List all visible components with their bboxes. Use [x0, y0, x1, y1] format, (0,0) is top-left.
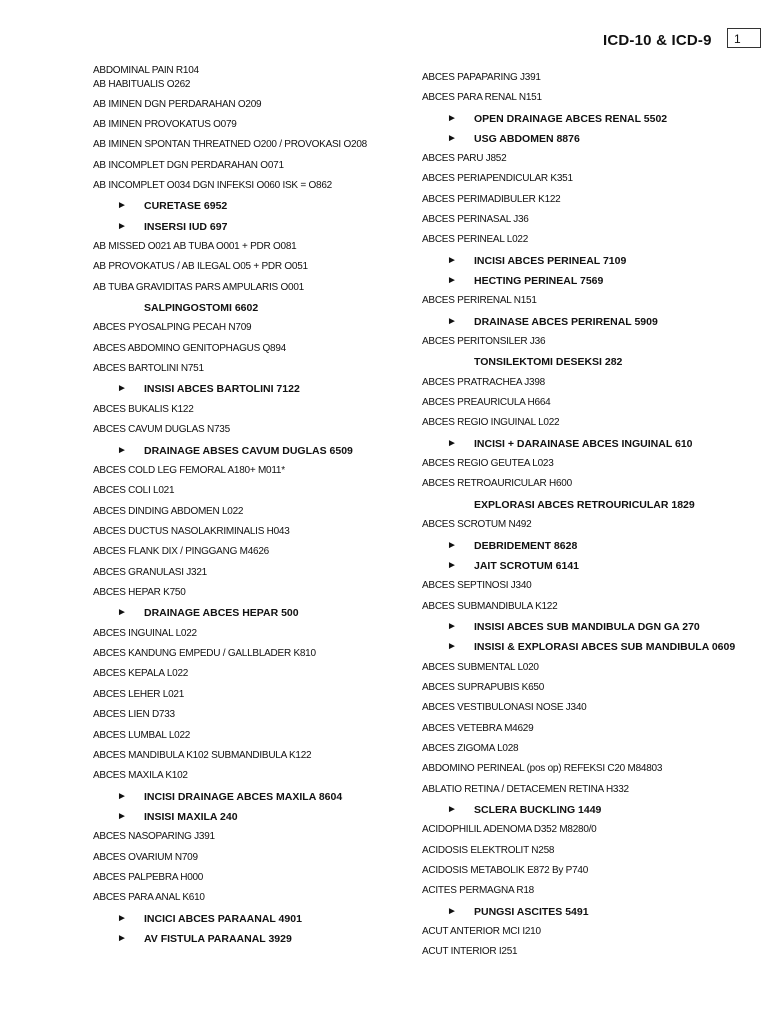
page-number-box: 1: [727, 28, 761, 48]
diagnosis-entry: ABCES PERIAPENDICULAR K351: [422, 173, 573, 184]
diagnosis-entry: ABCES KEPALA L022: [93, 668, 189, 679]
arrow-bullet-icon: ►: [117, 383, 127, 394]
procedure-entry: [447, 316, 658, 328]
document-title: ICD-10 & ICD-9: [603, 32, 712, 49]
arrow-bullet-icon: ►: [117, 811, 127, 822]
procedure-label: CURETASE 6952: [144, 200, 228, 212]
diagnosis-entry: ABDOMINAL PAIN R104: [93, 65, 199, 76]
procedure-label: OPEN DRAINAGE ABCES RENAL 5502: [474, 113, 668, 125]
diagnosis-entry: ABCES MANDIBULA K102 SUBMANDIBULA K122: [93, 750, 312, 761]
diagnosis-entry: ACIDOSIS ELEKTROLIT N258: [422, 845, 555, 856]
arrow-bullet-icon: ►: [447, 641, 457, 652]
procedure-label: AV FISTULA PARAANAL 3929: [144, 933, 292, 945]
procedure-entry: [447, 560, 580, 572]
diagnosis-entry: ABCES REGIO INGUINAL L022: [422, 417, 560, 428]
diagnosis-entry: ABCES PALPEBRA H000: [93, 872, 204, 883]
diagnosis-entry: ABCES PERIRENAL N151: [422, 295, 537, 306]
arrow-bullet-icon: ►: [117, 791, 127, 802]
diagnosis-entry: ABCES COLD LEG FEMORAL A180+ M011*: [93, 465, 285, 476]
diagnosis-entry: ABCES BARTOLINI N751: [93, 363, 204, 374]
procedure-entry: [117, 200, 228, 212]
diagnosis-entry: AB PROVOKATUS / AB ILEGAL O05 + PDR O051: [93, 261, 308, 272]
arrow-bullet-icon: ►: [447, 255, 457, 266]
diagnosis-entry: ACUT ANTERIOR MCI I210: [422, 926, 541, 937]
arrow-bullet-icon: ►: [447, 560, 457, 571]
procedure-entry: [117, 445, 353, 457]
procedure-label: USG ABDOMEN 8876: [474, 133, 580, 145]
procedure-label: INCISI + DARAINASE ABCES INGUINAL 610: [474, 438, 693, 450]
arrow-bullet-icon: ►: [447, 275, 457, 286]
diagnosis-entry: AB HABITUALIS O262: [93, 79, 191, 90]
diagnosis-entry: ACIDOPHILIL ADENOMA D352 M8280/0: [422, 824, 597, 835]
procedure-entry: [447, 275, 604, 287]
procedure-entry: [447, 438, 693, 450]
arrow-bullet-icon: ►: [447, 133, 457, 144]
diagnosis-entry: ABDOMINO PERINEAL (pos op) REFEKSI C20 M84803: [422, 763, 663, 774]
diagnosis-entry: ABCES ZIGOMA L028: [422, 743, 519, 754]
procedure-entry: [117, 607, 299, 619]
procedure-label: DRAINAGE ABCES HEPAR 500: [144, 607, 299, 619]
arrow-bullet-icon: ►: [117, 200, 127, 211]
procedure-label: INSISI ABCES BARTOLINI 7122: [144, 383, 300, 395]
diagnosis-entry: ABCES VESTIBULONASI NOSE J340: [422, 702, 587, 713]
diagnosis-entry: ABCES PREAURICULA H664: [422, 397, 551, 408]
diagnosis-entry: ABCES SEPTINOSI J340: [422, 580, 532, 591]
procedure-entry: [117, 791, 343, 803]
diagnosis-entry: ABCES LEHER L021: [93, 689, 185, 700]
procedure-entry: [117, 913, 302, 925]
procedure-entry: [117, 383, 300, 395]
diagnosis-entry: ABCES GRANULASI J321: [93, 567, 207, 578]
procedure-entry: TONSILEKTOMI DESEKSI 282: [474, 356, 623, 368]
diagnosis-entry: ACIDOSIS METABOLIK E872 By P740: [422, 865, 589, 876]
diagnosis-entry: ABCES DUCTUS NASOLAKRIMINALIS H043: [93, 526, 290, 537]
procedure-entry: [447, 255, 627, 267]
procedure-label: DRAINAGE ABSES CAVUM DUGLAS 6509: [144, 445, 353, 457]
procedure-label: INSISI MAXILA 240: [144, 811, 238, 823]
procedure-entry: SALPINGOSTOMI 6602: [144, 302, 259, 314]
diagnosis-entry: AB INCOMPLET O034 DGN INFEKSI O060 ISK = O862: [93, 180, 332, 191]
diagnosis-entry: ABCES FLANK DIX / PINGGANG M4626: [93, 546, 269, 557]
diagnosis-entry: ABCES BUKALIS K122: [93, 404, 194, 415]
diagnosis-entry: ABCES PERIMADIBULER K122: [422, 194, 561, 205]
procedure-label: INSISI & EXPLORASI ABCES SUB MANDIBULA 0609: [474, 641, 736, 653]
diagnosis-entry: ABCES HEPAR K750: [93, 587, 186, 598]
arrow-bullet-icon: ►: [117, 221, 127, 232]
diagnosis-entry: AB INCOMPLET DGN PERDARAHAN O071: [93, 160, 284, 171]
diagnosis-entry: ACITES PERMAGNA R18: [422, 885, 534, 896]
diagnosis-entry: ABCES CAVUM DUGLAS N735: [93, 424, 230, 435]
diagnosis-entry: ABCES ABDOMINO GENITOPHAGUS Q894: [93, 343, 286, 354]
diagnosis-entry: ABCES LIEN D733: [93, 709, 175, 720]
procedure-entry: [447, 621, 700, 633]
procedure-entry: [447, 133, 580, 145]
procedure-label: INSISI ABCES SUB MANDIBULA DGN GA 270: [474, 621, 700, 633]
diagnosis-entry: ABCES DINDING ABDOMEN L022: [93, 506, 244, 517]
procedure-label: HECTING PERINEAL 7569: [474, 275, 604, 287]
diagnosis-entry: ABCES KANDUNG EMPEDU / GALLBLADER K810: [93, 648, 316, 659]
diagnosis-entry: ABCES PYOSALPING PECAH N709: [93, 322, 252, 333]
diagnosis-entry: AB IMINEN SPONTAN THREATNED O200 / PROVOKASI O208: [93, 139, 367, 150]
procedure-label: INSERSI IUD 697: [144, 221, 228, 233]
procedure-label: SCLERA BUCKLING 1449: [474, 804, 602, 816]
procedure-entry: [447, 906, 589, 918]
diagnosis-entry: ABCES SUBMANDIBULA K122: [422, 601, 558, 612]
diagnosis-entry: ABCES PRATRACHEA J398: [422, 377, 545, 388]
arrow-bullet-icon: ►: [117, 607, 127, 618]
procedure-label: INCISI DRAINAGE ABCES MAXILA 8604: [144, 791, 343, 803]
arrow-bullet-icon: ►: [447, 540, 457, 551]
procedure-entry: EXPLORASI ABCES RETROURICULAR 1829: [474, 499, 695, 511]
procedure-label: INCICI ABCES PARAANAL 4901: [144, 913, 302, 925]
diagnosis-entry: ACUT INTERIOR I251: [422, 946, 518, 957]
arrow-bullet-icon: ►: [447, 316, 457, 327]
diagnosis-entry: ABCES LUMBAL L022: [93, 730, 191, 741]
arrow-bullet-icon: ►: [447, 438, 457, 449]
diagnosis-entry: ABCES REGIO GEUTEA L023: [422, 458, 554, 469]
diagnosis-entry: ABCES PERITONSILER J36: [422, 336, 546, 347]
procedure-label: DRAINASE ABCES PERIRENAL 5909: [474, 316, 658, 328]
diagnosis-entry: AB MISSED O021 AB TUBA O001 + PDR O081: [93, 241, 297, 252]
procedure-entry: [117, 933, 292, 945]
diagnosis-entry: ABCES NASOPARING J391: [93, 831, 215, 842]
diagnosis-entry: ABCES OVARIUM N709: [93, 852, 198, 863]
procedure-entry: [117, 221, 228, 233]
diagnosis-entry: ABCES PERINASAL J36: [422, 214, 529, 225]
diagnosis-entry: ABCES INGUINAL L022: [93, 628, 197, 639]
diagnosis-entry: ABCES SUBMENTAL L020: [422, 662, 539, 673]
diagnosis-entry: ABCES PAPAPARING J391: [422, 72, 541, 83]
diagnosis-entry: AB TUBA GRAVIDITAS PARS AMPULARIS O001: [93, 282, 304, 293]
procedure-label: DEBRIDEMENT 8628: [474, 540, 578, 552]
diagnosis-entry: ABCES PERINEAL L022: [422, 234, 529, 245]
diagnosis-entry: ABCES SCROTUM N492: [422, 519, 532, 530]
procedure-entry: [117, 811, 238, 823]
arrow-bullet-icon: ►: [447, 906, 457, 917]
procedure-label: PUNGSI ASCITES 5491: [474, 906, 589, 918]
arrow-bullet-icon: ►: [447, 804, 457, 815]
diagnosis-entry: ABCES SUPRAPUBIS K650: [422, 682, 545, 693]
diagnosis-entry: ABCES RETROAURICULAR H600: [422, 478, 572, 489]
arrow-bullet-icon: ►: [117, 933, 127, 944]
diagnosis-entry: ABCES VETEBRA M4629: [422, 723, 534, 734]
arrow-bullet-icon: ►: [117, 445, 127, 456]
diagnosis-entry: ABLATIO RETINA / DETACEMEN RETINA H332: [422, 784, 629, 795]
procedure-entry: [447, 641, 736, 653]
arrow-bullet-icon: ►: [117, 913, 127, 924]
diagnosis-entry: AB IMINEN DGN PERDARAHAN O209: [93, 99, 262, 110]
arrow-bullet-icon: ►: [447, 621, 457, 632]
diagnosis-entry: ABCES PARU J852: [422, 153, 507, 164]
arrow-bullet-icon: ►: [447, 113, 457, 124]
procedure-entry: [447, 113, 668, 125]
diagnosis-entry: ABCES MAXILA K102: [93, 770, 188, 781]
procedure-entry: [447, 804, 602, 816]
procedure-label: INCISI ABCES PERINEAL 7109: [474, 255, 627, 267]
diagnosis-entry: ABCES COLI L021: [93, 485, 175, 496]
diagnosis-entry: AB IMINEN PROVOKATUS O079: [93, 119, 237, 130]
procedure-label: JAIT SCROTUM 6141: [474, 560, 580, 572]
diagnosis-entry: ABCES PARA ANAL K610: [93, 892, 205, 903]
procedure-entry: [447, 540, 578, 552]
diagnosis-entry: ABCES PARA RENAL N151: [422, 92, 542, 103]
